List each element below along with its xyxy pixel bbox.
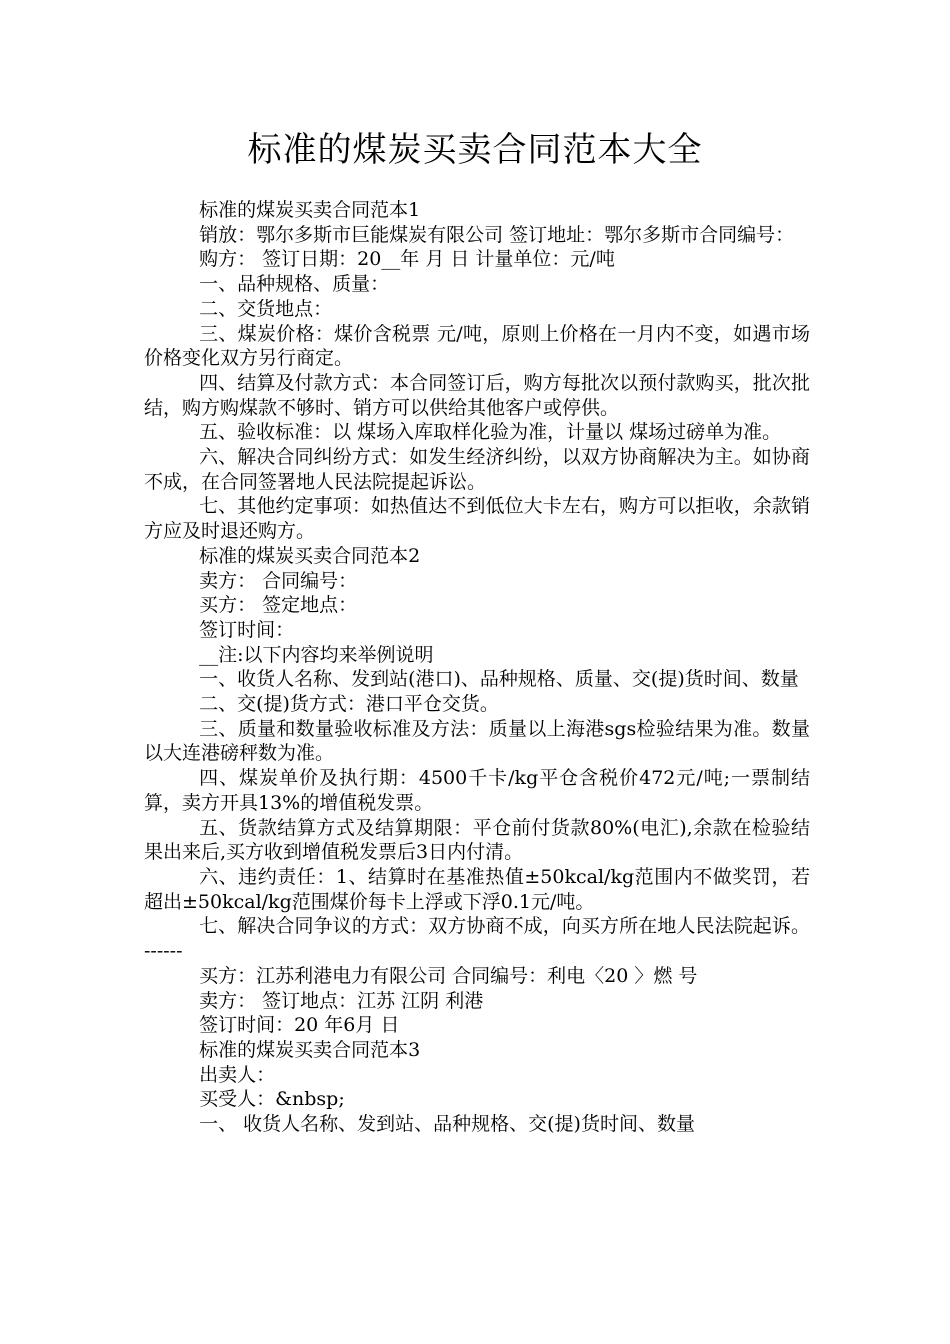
paragraph: 二、交(提)货方式：港口平仓交货。 <box>199 693 499 716</box>
paragraph: 四、煤炭单价及执行期：4500千卡/kg平仓含税价472元/吨;一票制结算，卖方开具13%的增值税发票。 <box>144 767 810 814</box>
document-body <box>144 198 810 1137</box>
paragraph: 销放：鄂尔多斯市巨能煤炭有限公司 签订地址：鄂尔多斯市合同编号： <box>199 223 795 246</box>
paragraph: 签订时间： <box>199 618 295 641</box>
paragraph: 七、其他约定事项：如热值达不到低位大卡左右，购方可以拒收，余款销方应及时退还购方。 <box>144 495 810 543</box>
paragraph: 购方： 签订日期：20__年 月 日 计量单位：元/吨 <box>199 248 615 271</box>
paragraph: 出卖人： <box>199 1063 276 1086</box>
paragraph: 四、结算及付款方式：本合同签订后，购方每批次以预付款购买，批次批结，购方购煤款不够时、销方可以供给其他客户或停供。 <box>144 371 810 419</box>
paragraph: 三、质量和数量验收标准及方法：质量以上海港sgs检验结果为准。数量以大连港磅秤数为准。 <box>144 717 810 765</box>
paragraph: 标准的煤炭买卖合同范本1 <box>199 199 421 221</box>
paragraph: 六、违约责任：1、结算时在基准热值±50kcal/kg范围内不做奖罚，若超出±50kcal/kg范围煤价每卡上浮或下浮0.1元/吨。 <box>144 865 810 913</box>
paragraph: 签订时间：20 年6月 日 <box>199 1014 400 1037</box>
paragraph: 买方： 签定地点： <box>199 594 358 617</box>
paragraph: 标准的煤炭买卖合同范本3 <box>199 1038 421 1061</box>
paragraph: 卖方： 签订地点：江苏 江阴 利港 <box>199 989 484 1012</box>
paragraph: 七、解决合同争议的方式：双方协商不成，向买方所在地人民法院起诉。 ------ <box>144 915 810 963</box>
paragraph: 一、收货人名称、发到站(港口)、品种规格、质量、交(提)货时间、数量 <box>199 668 799 691</box>
document-title: 标准的煤炭买卖合同范本大全 <box>247 130 703 170</box>
paragraph: 六、解决合同纠纷方式：如发生经济纠纷，以双方协商解决为主。如协商不成，在合同签署地人民法院提起诉讼。 <box>144 446 810 493</box>
paragraph: __注:以下内容均来举例说明 <box>199 643 434 666</box>
paragraph: 二、交货地点： <box>199 297 333 320</box>
paragraph: 一、品种规格、质量： <box>199 273 390 296</box>
paragraph: 一、 收货人名称、发到站、品种规格、交(提)货时间、数量 <box>199 1113 695 1136</box>
paragraph: 五、验收标准：以 煤场入库取样化验为准，计量以 煤场过磅单为准。 <box>199 421 782 444</box>
paragraph: 三、煤炭价格：煤价含税票 元/吨，原则上价格在一月内不变，如遇市场价格变化双方另行商定。 <box>144 322 810 370</box>
paragraph: 买受人：&nbsp; <box>199 1088 345 1111</box>
paragraph: 五、货款结算方式及结算期限：平仓前付货款80%(电汇),余款在检验结果出来后,买方收到增值税发票后3日内付清。 <box>144 816 810 864</box>
paragraph: 标准的煤炭买卖合同范本2 <box>199 544 421 567</box>
paragraph: 买方：江苏利港电力有限公司 合同编号：利电〈20 〉燃 号 <box>199 964 698 987</box>
paragraph: 卖方： 合同编号： <box>199 569 358 592</box>
